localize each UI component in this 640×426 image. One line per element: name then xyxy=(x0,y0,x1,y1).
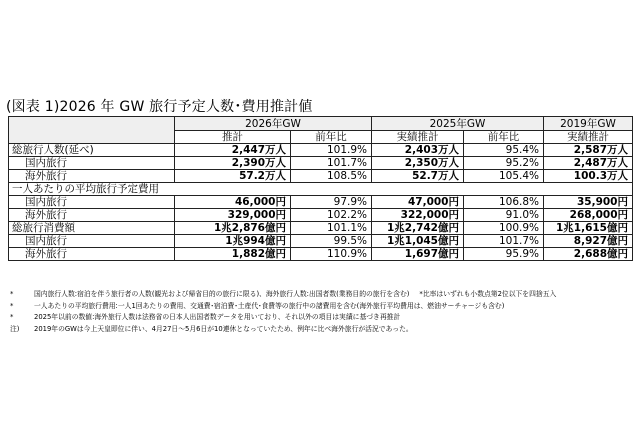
value-2019: 2,487万人 xyxy=(544,157,633,170)
footnote xyxy=(10,312,635,324)
row-label: 総旅行人数(延べ) xyxy=(9,144,175,157)
ratio-2025: 95.4% xyxy=(464,144,544,157)
subheader-2026-estimate: 推計 xyxy=(175,131,291,144)
table-body xyxy=(9,117,633,261)
value-2019: 2,587万人 xyxy=(544,144,633,157)
value-2025: 2,350万人 xyxy=(372,157,464,170)
value-2026: 1兆994億円 xyxy=(175,235,291,248)
footnotes xyxy=(10,289,635,335)
value-2026: 329,000円 xyxy=(175,209,291,222)
gw-estimate-table xyxy=(8,116,633,261)
value-2019: 2,688億円 xyxy=(544,248,633,261)
header-2019: 2019年GW xyxy=(544,117,633,131)
subheader-2026-yoy: 前年比 xyxy=(291,131,372,144)
table-row xyxy=(9,235,633,248)
corner-cell xyxy=(9,117,175,144)
row-label: 海外旅行 xyxy=(9,209,175,222)
value-2026: 2,390万人 xyxy=(175,157,291,170)
value-2019: 268,000円 xyxy=(544,209,633,222)
ratio-2025: 91.0% xyxy=(464,209,544,222)
footnote-mark: * xyxy=(10,301,14,310)
ratio-2026: 101.7% xyxy=(291,157,372,170)
value-2025: 322,000円 xyxy=(372,209,464,222)
value-2026: 1兆2,876億円 xyxy=(175,222,291,235)
row-label: 海外旅行 xyxy=(9,248,175,261)
subheader-2025-yoy: 前年比 xyxy=(464,131,544,144)
footnote-mark: * xyxy=(10,313,14,321)
row-label: 国内旅行 xyxy=(9,157,175,170)
ratio-2025: 95.2% xyxy=(464,157,544,170)
footnote xyxy=(10,301,635,313)
footnote-mark: 注) xyxy=(10,324,20,333)
table-row xyxy=(9,183,633,196)
row-label: 海外旅行 xyxy=(9,170,175,183)
header-2026: 2026年GW xyxy=(175,117,372,131)
subheader-2019-actual: 実績推計 xyxy=(544,131,633,144)
year-header-row xyxy=(9,117,633,131)
value-2019: 35,900円 xyxy=(544,196,633,209)
ratio-2025: 106.8% xyxy=(464,196,544,209)
value-2026: 57.2万人 xyxy=(175,170,291,183)
value-2019: 8,927億円 xyxy=(544,235,633,248)
footnote-text: 国内旅行人数:宿泊を伴う旅行者の人数(観光および帰省目的の旅行に限る)、海外旅行人数:出国者数(業務目的の旅行を含む) xyxy=(34,290,410,298)
ratio-2026: 110.9% xyxy=(291,248,372,261)
row-label: 国内旅行 xyxy=(9,235,175,248)
footnote-text: 2025年以前の数値:海外旅行人数は法務省の日本人出国者数データを用いており、それ以外の項目は実績に基づき再推計 xyxy=(34,313,401,321)
ratio-2025: 101.7% xyxy=(464,235,544,248)
ratio-2026: 101.1% xyxy=(291,222,372,235)
footnote-text-rounding: *比率はいずれも小数点第2位以下を四捨五入 xyxy=(419,290,557,298)
ratio-2025: 95.9% xyxy=(464,248,544,261)
ratio-2026: 97.9% xyxy=(291,196,372,209)
table-row xyxy=(9,196,633,209)
row-label: 総旅行消費額 xyxy=(9,222,175,235)
header-2025: 2025年GW xyxy=(372,117,544,131)
value-2019: 1兆1,615億円 xyxy=(544,222,633,235)
subheader-2025-actual: 実績推計 xyxy=(372,131,464,144)
value-2019: 100.3万人 xyxy=(544,170,633,183)
footnote xyxy=(10,289,635,301)
ratio-2026: 99.5% xyxy=(291,235,372,248)
value-2025: 2,403万人 xyxy=(372,144,464,157)
row-label: 一人あたりの平均旅行予定費用 xyxy=(9,183,633,196)
table-row xyxy=(9,248,633,261)
value-2025: 47,000円 xyxy=(372,196,464,209)
table-row xyxy=(9,170,633,183)
ratio-2025: 105.4% xyxy=(464,170,544,183)
footnote-mark: * xyxy=(10,290,14,298)
footnote-text: 2019年のGWは今上天皇即位に伴い、4月27日～5月6日が10連休となっていたため、例年に比べ海外旅行が活況であった。 xyxy=(34,324,413,333)
ratio-2026: 108.5% xyxy=(291,170,372,183)
value-2026: 46,000円 xyxy=(175,196,291,209)
table-row xyxy=(9,222,633,235)
value-2025: 1兆1,045億円 xyxy=(372,235,464,248)
footnote xyxy=(10,324,635,336)
value-2025: 1兆2,742億円 xyxy=(372,222,464,235)
row-label: 国内旅行 xyxy=(9,196,175,209)
page-title: (図表 1)2026 年 GW 旅行予定人数･費用推計値 xyxy=(6,99,313,115)
ratio-2026: 101.9% xyxy=(291,144,372,157)
value-2025: 1,697億円 xyxy=(372,248,464,261)
value-2025: 52.7万人 xyxy=(372,170,464,183)
table-row xyxy=(9,157,633,170)
ratio-2026: 102.2% xyxy=(291,209,372,222)
table-row xyxy=(9,144,633,157)
value-2026: 2,447万人 xyxy=(175,144,291,157)
ratio-2025: 100.9% xyxy=(464,222,544,235)
footnote-text: 一人あたりの平均旅行費用:一人1回あたりの費用、交通費･宿泊費･土産代･食費等の旅行中の諸費用を含む(海外旅行平均費用は、燃油サーチャージも含む) xyxy=(34,301,505,310)
table-row xyxy=(9,209,633,222)
value-2026: 1,882億円 xyxy=(175,248,291,261)
